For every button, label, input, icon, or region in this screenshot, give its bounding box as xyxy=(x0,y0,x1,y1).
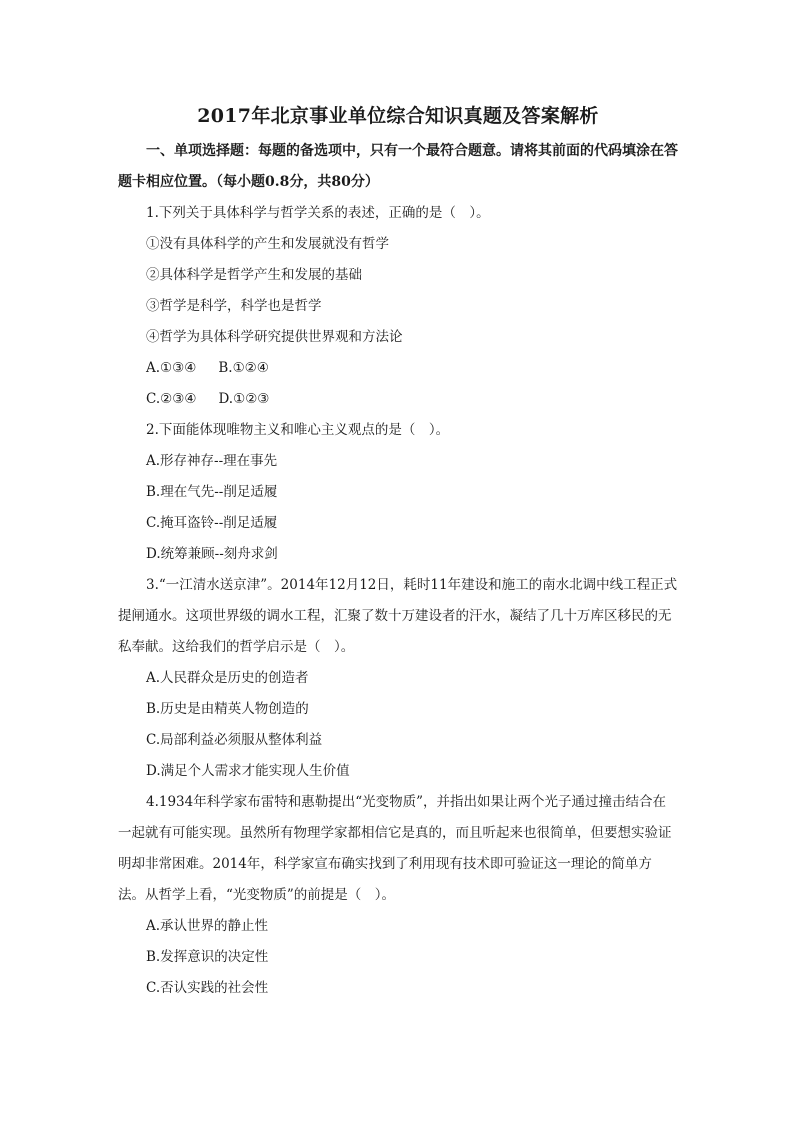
document-title: 2017年北京事业单位综合知识真题及答案解析 xyxy=(197,105,599,127)
option-a: A.承认世界的静止性 xyxy=(146,918,269,934)
option-b: B.发挥意识的决定性 xyxy=(146,949,269,965)
option-d: D.满足个人需求才能实现人生价值 xyxy=(146,763,350,779)
question-stem: 4.1934年科学家布雷特和惠勒提出“光变物质”，并指出如果让两个光子通过撞击结合在一起就有可能实现。虽然所有物理学家都相信它是真的，而且听起来也很简单，但要想实验证明却非常困难。2014年，科学家宣布确实找到了利用现有技术即可验证这一理论的简单方法。从哲学上看，“光变物质”的前提是（ ）。 xyxy=(118,794,672,903)
statement: ④哲学为具体科学研究提供世界观和方法论 xyxy=(146,329,403,345)
option-a: A.人民群众是历史的创造者 xyxy=(146,670,309,686)
question-3 xyxy=(118,570,678,787)
option-c: C.否认实践的社会性 xyxy=(146,980,269,996)
option-a: A.①③④ xyxy=(146,360,197,376)
question-1 xyxy=(118,198,678,415)
question-2 xyxy=(118,415,678,570)
question-4 xyxy=(118,787,678,1004)
option-a: A.形存神存--理在事先 xyxy=(146,453,278,469)
statement: ①没有具体科学的产生和发展就没有哲学 xyxy=(146,236,389,252)
option-b: B.①②④ xyxy=(218,360,269,376)
option-d: D.统筹兼顾--刻舟求剑 xyxy=(146,546,278,562)
option-c: C.局部利益必须服从整体利益 xyxy=(146,732,323,748)
option-row xyxy=(118,384,678,415)
statement: ②具体科学是哲学产生和发展的基础 xyxy=(146,267,362,283)
option-b: B.理在气先--削足适履 xyxy=(146,484,278,500)
question-stem: 2.下面能体现唯物主义和唯心主义观点的是（ ）。 xyxy=(146,422,450,438)
option-c: C.②③④ xyxy=(146,391,197,407)
option-c: C.掩耳盗铃--削足适履 xyxy=(146,515,278,531)
option-d: D.①②③ xyxy=(218,391,270,407)
question-stem: 3.“一江清水送京津”。2014年12月12日，耗时11年建设和施工的南水北调中线工程正式提闸通水。这项世界级的调水工程，汇聚了数十万建设者的汗水，凝结了几十万库区移民的无私奉献。这给我们的哲学启示是（ ）。 xyxy=(118,577,678,655)
option-b: B.历史是由精英人物创造的 xyxy=(146,701,309,717)
question-stem: 1.下列关于具体科学与哲学关系的表述，正确的是（ ）。 xyxy=(146,205,490,221)
document-page xyxy=(118,100,678,1004)
statement: ③哲学是科学，科学也是哲学 xyxy=(146,298,322,314)
option-row xyxy=(118,353,678,384)
section-heading: 一、单项选择题：每题的备选项中，只有一个最符合题意。请将其前面的代码填涂在答题卡相应位置。（每小题0.8分，共80分） xyxy=(118,143,678,190)
